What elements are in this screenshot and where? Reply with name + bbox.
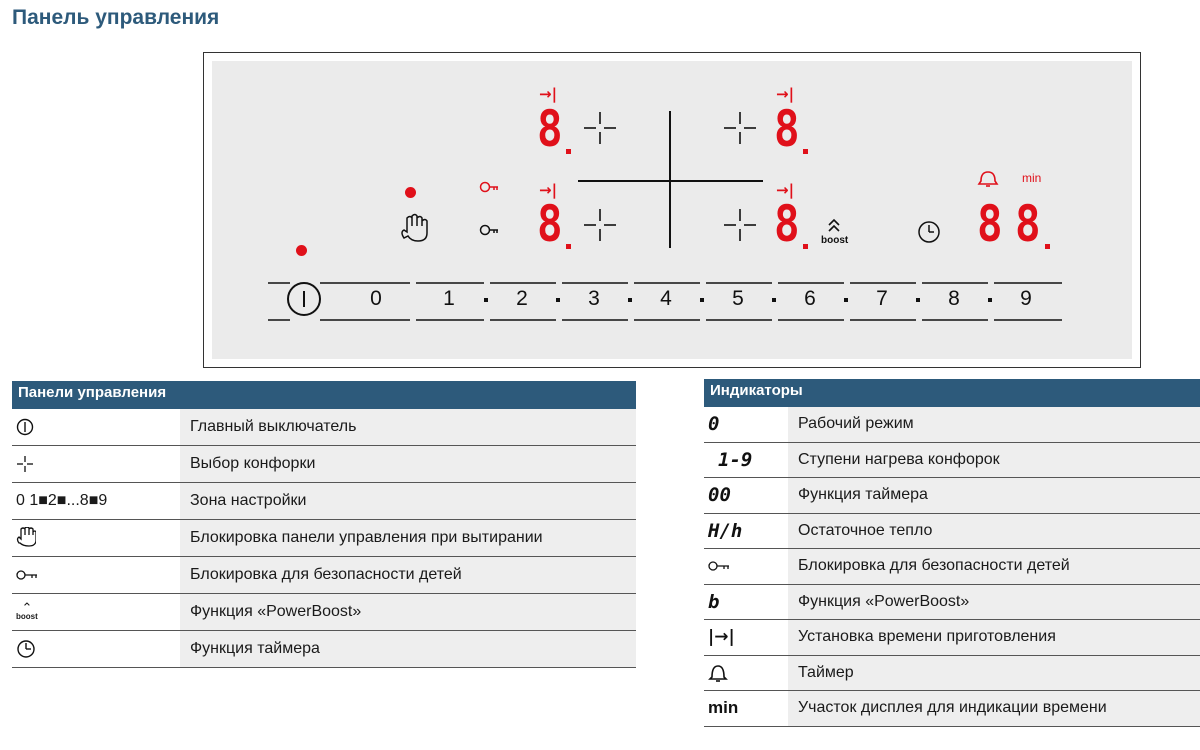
table-row [704, 514, 1200, 550]
table-row [704, 691, 1200, 727]
scale-step-9[interactable]: 9 [1020, 287, 1032, 310]
timer-icon [12, 631, 180, 667]
boost-icon-label: boost [16, 612, 38, 621]
table-row [12, 483, 636, 520]
timer-digit-ones: 8 [1015, 195, 1041, 253]
table-cell-label: Остаточное тепло [788, 514, 1200, 549]
table-row [704, 549, 1200, 585]
table-cell-symbol: min [704, 691, 788, 726]
table-row [704, 585, 1200, 621]
table-cell-label: Ступени нагрева конфорок [788, 443, 1200, 478]
table-row [12, 631, 636, 668]
table-cell-label: Рабочий режим [788, 407, 1200, 442]
table-cell-label: Участок дисплея для индикации времени [788, 691, 1200, 726]
table-cell-label: Блокировка для безопасности детей [788, 549, 1200, 584]
table-row [12, 520, 636, 557]
indicators-table [704, 379, 1200, 727]
table-row [704, 443, 1200, 479]
controls-table-header: Панели управления [12, 381, 636, 409]
control-panel-surface [212, 61, 1132, 359]
table-row [704, 407, 1200, 443]
key-icon [12, 557, 180, 593]
scale-step-8[interactable]: 8 [948, 287, 960, 310]
cook-time-arrow-icon: →| [776, 181, 795, 199]
table-cell-symbol: 00 [704, 478, 788, 513]
hand-lock-icon [12, 520, 180, 556]
table-row [12, 446, 636, 483]
scale-step-6[interactable]: 6 [804, 287, 816, 310]
cook-time-arrow-icon: →| [539, 85, 558, 103]
table-cell-label: Главный выключатель [180, 409, 636, 445]
table-cell-symbol: 0 1■2■...8■9 [12, 483, 180, 519]
power-switch-icon [12, 409, 180, 445]
scale-step-7[interactable]: 7 [876, 287, 888, 310]
table-row [704, 478, 1200, 514]
table-cell-label: Выбор конфорки [180, 446, 636, 482]
display-digit-front-right: 8 [774, 100, 800, 158]
display-digit-front-left: 8 [537, 100, 563, 158]
boost-label: boost [821, 235, 849, 246]
table-row [12, 409, 636, 446]
scale-step-4[interactable]: 4 [660, 287, 672, 310]
scale-step-5[interactable]: 5 [732, 287, 744, 310]
indicators-table-header: Индикаторы [704, 379, 1200, 407]
cook-time-arrow-icon: →| [776, 85, 795, 103]
min-label: min [1022, 171, 1042, 185]
scale-step-1[interactable]: 1 [443, 287, 455, 310]
table-cell-label: Блокировка для безопасности детей [180, 557, 636, 593]
table-cell-label: Зона настройки [180, 483, 636, 519]
display-digit-rear-left: 8 [537, 195, 563, 253]
table-row [704, 656, 1200, 692]
table-cell-symbol: H/h [704, 514, 788, 549]
table-cell-symbol: b [704, 585, 788, 620]
table-cell-label: Функция «PowerBoost» [788, 585, 1200, 620]
table-cell-symbol: 1-9 [704, 443, 788, 478]
scale-step-3[interactable]: 3 [588, 287, 600, 310]
key-icon [704, 549, 788, 584]
bell-icon [704, 656, 788, 691]
table-cell-label: Установка времени приготовления [788, 620, 1200, 655]
control-panel-diagram [203, 52, 1141, 368]
table-cell-label: Функция таймера [180, 631, 636, 667]
controls-table [12, 381, 636, 668]
table-cell-label: Таймер [788, 656, 1200, 691]
timer-digit-tens: 8 [977, 195, 1003, 253]
boost-icon: ⌃ boost [12, 594, 180, 630]
table-row [704, 620, 1200, 656]
table-cell-symbol: |→| [704, 620, 788, 655]
table-row [12, 594, 636, 631]
table-cell-label: Блокировка панели управления при вытирании [180, 520, 636, 556]
table-cell-label: Функция «PowerBoost» [180, 594, 636, 630]
table-cell-symbol: 0 [704, 407, 788, 442]
page-title: Панель управления [12, 6, 220, 29]
cook-time-arrow-icon: →| [539, 181, 558, 199]
scale-step-0[interactable]: 0 [370, 287, 382, 310]
table-cell-label: Функция таймера [788, 478, 1200, 513]
burner-select-icon [12, 446, 180, 482]
table-row [12, 557, 636, 594]
display-digit-rear-right: 8 [774, 195, 800, 253]
scale-step-2[interactable]: 2 [516, 287, 528, 310]
